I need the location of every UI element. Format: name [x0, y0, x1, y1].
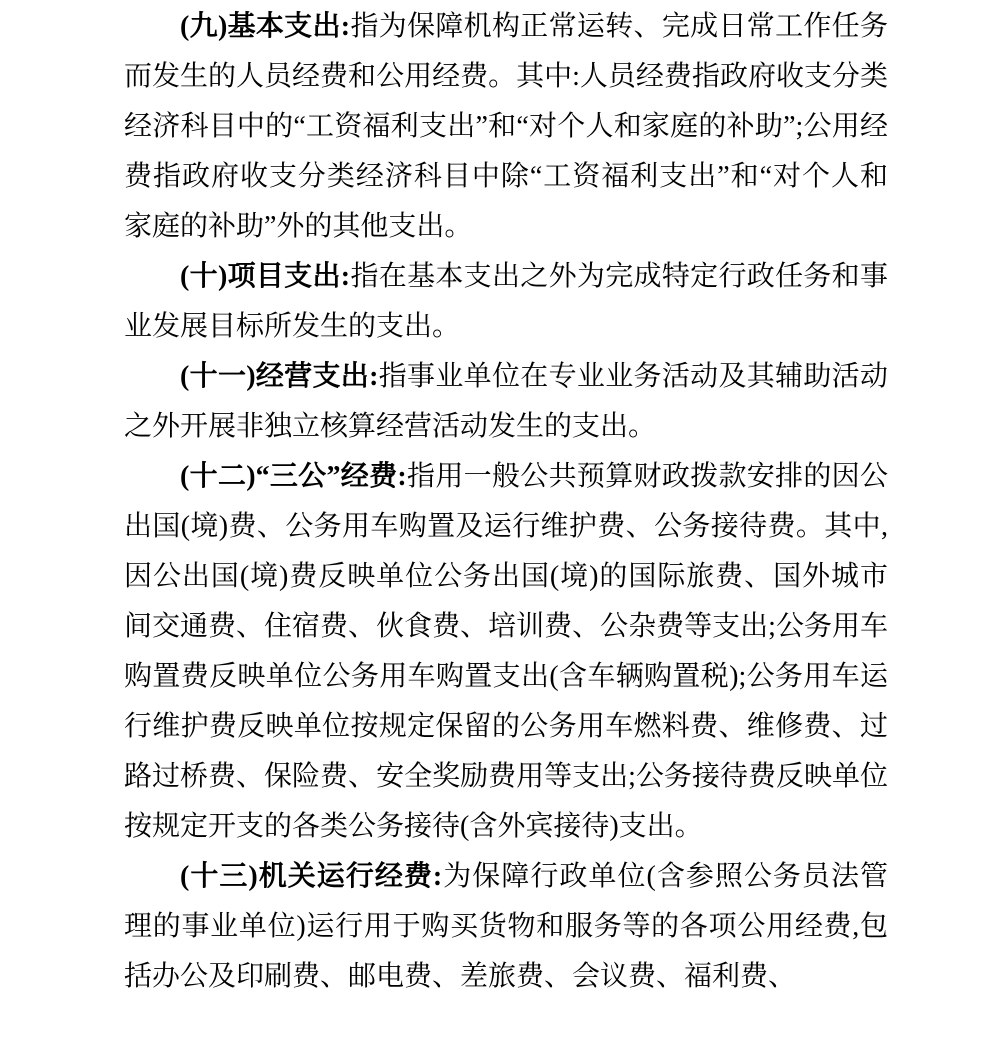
paragraph-agency-operation-funds: [124, 852, 888, 1002]
term-label: (十)项目支出:: [180, 261, 351, 292]
paragraph-operating-expenditure: [124, 352, 888, 452]
term-definition: 指事业单位在专业业务活动及其辅助活动之外开展非独立核算经营活动发生的支出。: [124, 361, 888, 442]
paragraph-project-expenditure: [124, 252, 888, 352]
term-label: (九)基本支出:: [180, 11, 351, 42]
paragraph-three-public-funds: [124, 452, 888, 852]
term-label: (十三)机关运行经费:: [180, 861, 443, 892]
term-label: (十一)经营支出:: [180, 361, 379, 392]
term-label: (十二)“三公”经费:: [180, 461, 407, 492]
term-definition: 为保障行政单位(含参照公务员法管理的事业单位)运行用于购买货物和服务等的各项公用经费,包括办公及印刷费、邮电费、差旅费、会议费、福利费、: [124, 861, 888, 992]
term-definition: 指用一般公共预算财政拨款安排的因公出国(境)费、公务用车购置及运行维护费、公务接待费。其中,因公出国(境)费反映单位公务出国(境)的国际旅费、国外城市间交通费、住宿费、伙食费、培训费、公杂费等支出;公务用车购置费反映单位公务用车购置支出(含车辆购置税);公务用车运行维护费反映单位按规定保留的公务用车燃料费、维修费、过路过桥费、保险费、安全奖励费用等支出;公务接待费反映单位按规定开支的各类公务接待(含外宾接待)支出。: [124, 461, 888, 842]
paragraph-basic-expenditure: [124, 2, 888, 252]
term-definition: 指在基本支出之外为完成特定行政任务和事业发展目标所发生的支出。: [124, 261, 888, 342]
term-definition: 指为保障机构正常运转、完成日常工作任务而发生的人员经费和公用经费。其中:人员经费指政府收支分类经济科目中的“工资福利支出”和“对个人和家庭的补助”;公用经费指政府收支分类经济科目中除“工资福利支出”和“对个人和家庭的补助”外的其他支出。: [124, 11, 888, 242]
